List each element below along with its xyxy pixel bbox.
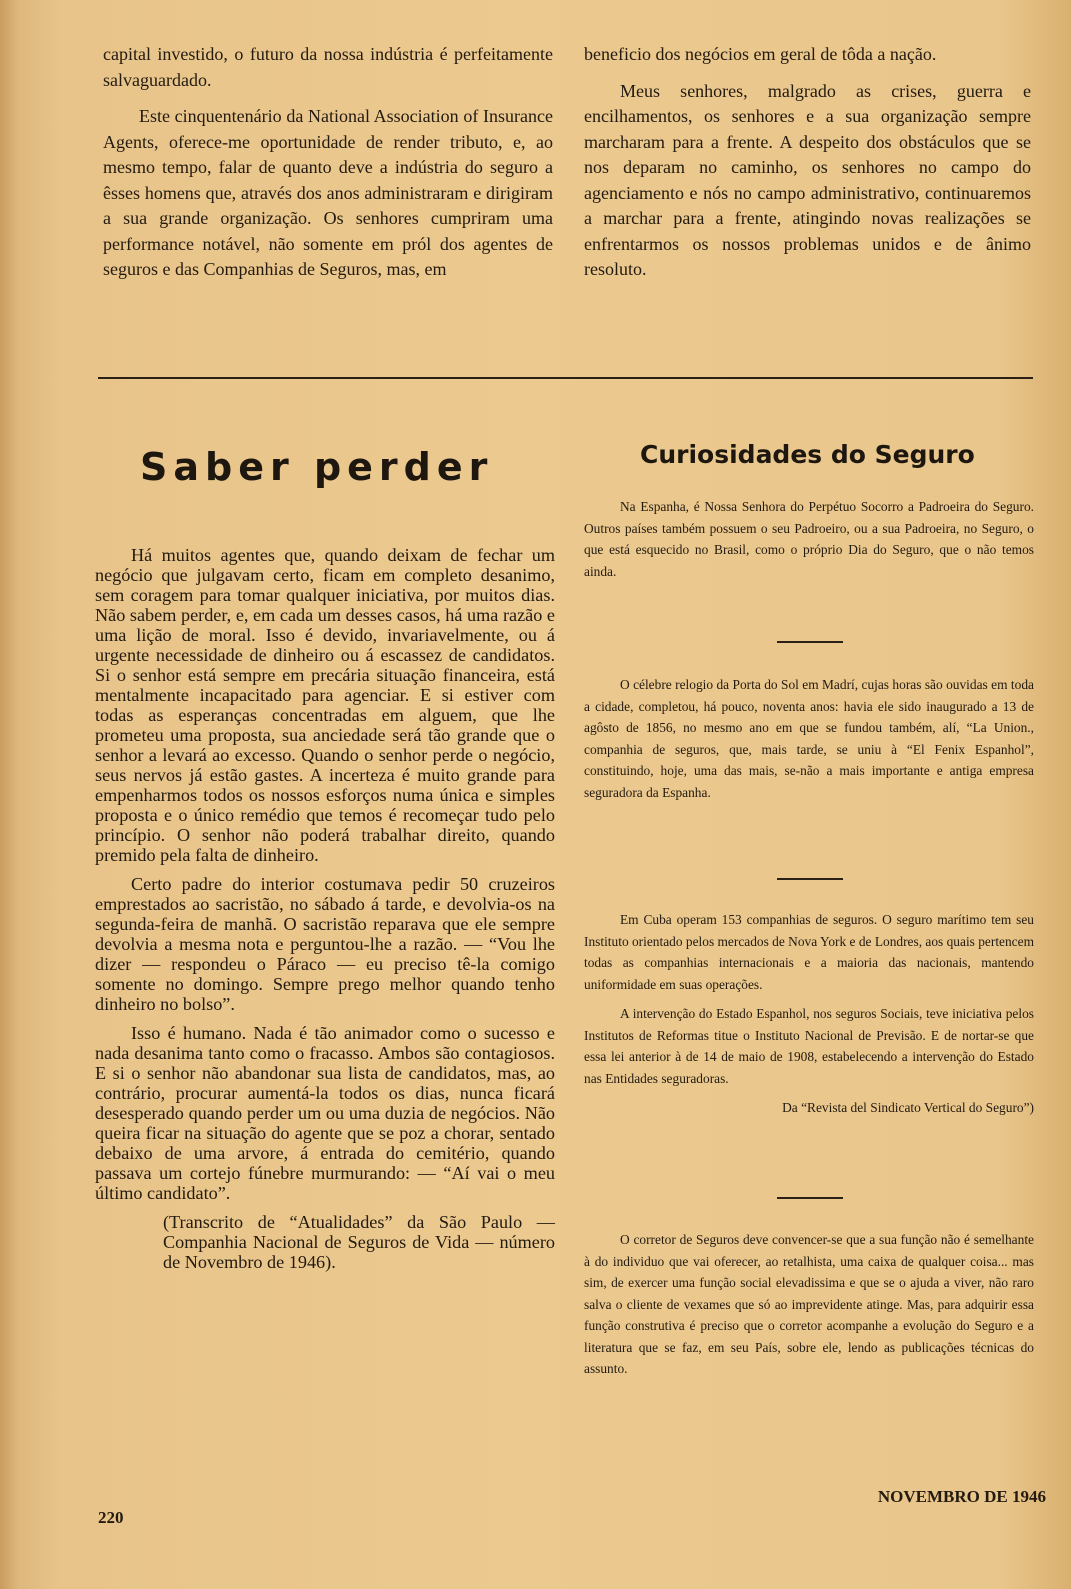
saber-perder-paragraph-1: Há muitos agentes que, quando deixam de fechar um negócio que julgavam certo, ficam em completo desanimo, sem coragem para tomar qualquer iniciativa, por muitos dias. Não sabem perder, e, em cada um desses casos, há uma razão e uma lição de moral. Isso é devido, invariavelmente, ou á urgente necessidade de dinheiro ou á escassez de candidatos. Si o senhor está sempre em precária situação financeira, está mentalmente incapacitado para agenciar. E si estiver com todas as esperanças concentradas em alguem, que lhe prometeu uma proposta, sua anciedade será tão grande que o senhor a levará ao excesso. Quando o senhor perde o negócio, seus nervos já estão gastes. A incerteza é muito grande para empenharmos todos os nossos esforços numa única e simples proposta e o único remédio que temos é recomeçar tudo pelo princípio. O senhor não poderá trabalhar direito, quando premido pela falta de dinheiro. — [95, 545, 555, 865]
item-divider — [777, 1197, 843, 1199]
curiosidades-item-4 — [584, 1229, 1034, 1380]
curiosidades-item-3-source: Da “Revista del Sindicato Vertical do Seguro”) — [782, 1100, 1034, 1115]
curiosidades-item-2 — [584, 674, 1034, 803]
curiosidades-title: Curiosidades do Seguro — [640, 440, 975, 469]
top-right-paragraph-1: beneficio dos negócios em geral de tôda a nação. — [584, 44, 937, 64]
top-left-column — [103, 42, 553, 283]
saber-perder-paragraph-3: Isso é humano. Nada é tão animador como o sucesso e nada desanima tanto como o fracasso. Ambos são contagiosos. E si o senhor não abandonar sua lista de candidatos, mas, ao contrário, procurar aumentá-la todos os dias, nunca ficará desesperado quando perder um ou uma duzia de negócios. Não queira ficar na situação do agente que se poz a chorar, sentado debaixo de uma arvore, á entrada do cemitério, quando passava um cortejo fúnebre murmurando: — “Aí vai o meu último candidato”. — [95, 1023, 555, 1203]
curiosidades-item-4-text: O corretor de Seguros deve convencer-se que a sua função não é semelhante à do individuo que vai oferecer, ao retalhista, uma caixa de qualquer coisa... mas sim, de exercer uma função social elevadissima e que se o ajuda a viver, não raro salva o cliente de vexames que só ao imprevidente atinge. Mas, para adquirir essa função construtiva é preciso que o corretor acompanhe a evolução do Seguro e a literatura que se faz, em seu País, sobre ele, lendo as publicações técnicas do assunto. — [584, 1232, 1034, 1376]
top-left-paragraph-1: capital investido, o futuro da nossa indústria é perfeitamente salvaguardado. — [103, 44, 553, 90]
item-divider — [777, 641, 843, 643]
saber-perder-source: (Transcrito de “Atualidades” da São Paulo — Companhia Nacional de Seguros de Vida — número de Novembro de 1946). — [163, 1212, 555, 1272]
curiosidades-item-3-paragraph-1: Em Cuba operam 153 companhias de seguros. O seguro marítimo tem seu Instituto orientado pelos mercados de Nova York e de Londres, aos quais pertencem todas as companhias internacionais e a maioria das nacionais, mantendo uniformidade em suas operações. — [584, 912, 1034, 992]
top-right-paragraph-2: Meus senhores, malgrado as crises, guerra e encilhamentos, os senhores e a sua organização sempre marcharam para a frente. A despeito dos obstáculos que se nos deparam no caminho, os senhores no campo do agenciamento e nós no campo administrativo, continuaremos a marchar para a frente, atingindo novas realizações se enfrentarmos os nossos problemas unidos e de ânimo resoluto. — [584, 80, 1031, 279]
page-number: 220 — [98, 1508, 124, 1527]
top-right-column — [584, 42, 1031, 283]
section-divider — [98, 377, 1033, 379]
curiosidades-item-1 — [584, 496, 1034, 582]
saber-perder-title: Saber perder — [140, 445, 494, 489]
top-left-paragraph-2: Este cinquentenário da National Association of Insurance Agents, oferece-me oportunidade de render tributo, e, ao mesmo tempo, falar de quanto deve a indústria do seguro a êsses homens que, através dos anos administraram e dirigiram a sua grande organização. Os senhores cumpriram uma performance notável, não somente em pról dos agentes de seguros e das Companhias de Seguros, mas, em — [103, 106, 553, 279]
curiosidades-item-1-text: Na Espanha, é Nossa Senhora do Perpétuo Socorro a Padroeira do Seguro. Outros países também possuem o seu Padroeiro, ou a sua Padroeira, no Seguro, o que está esquecido no Brasil, como o próprio Dia do Seguro, que o não temos ainda. — [584, 499, 1034, 579]
curiosidades-item-2-text: O célebre relogio da Porta do Sol em Madrí, cujas horas são ouvidas em toda a cidade, completou, há pouco, noventa anos: havia ele sido inaugurado a 13 de agôsto de 1856, no mesmo ano em que se fundou também, alí, “La Union., companhia de seguros, que, mais tarde, se uniu à “El Fenix Espanhol”, constituindo, hoje, uma das mais, se-não a mais importante e antiga empresa seguradora da Espanha. — [584, 677, 1034, 800]
saber-perder-paragraph-2: Certo padre do interior costumava pedir 50 cruzeiros emprestados ao sacristão, no sábado á tarde, e devolvia-os na segunda-feira de manhã. O sacristão reparava que ele sempre devolvia a mesma nota e perguntou-lhe a razão. — “Vou lhe dizer — respondeu o Páraco — eu preciso tê-la comigo somente no domingo. Sempre prego melhor quando tenho dinheiro no bolso”. — [95, 874, 555, 1014]
curiosidades-item-3 — [584, 909, 1034, 1119]
saber-perder-article — [95, 545, 555, 1272]
curiosidades-item-3-paragraph-2: A intervenção do Estado Espanhol, nos seguros Sociais, teve iniciativa pelos Institutos de Reformas titue o Instituto Nacional de Previsão. E de nortar-se que essa lei anterior à de 14 de maio de 1908, estabelecendo a intervenção do Estado nas Entidades seguradoras. — [584, 1006, 1034, 1086]
issue-date: NOVEMBRO DE 1946 — [877, 1487, 1046, 1506]
item-divider — [777, 878, 843, 880]
